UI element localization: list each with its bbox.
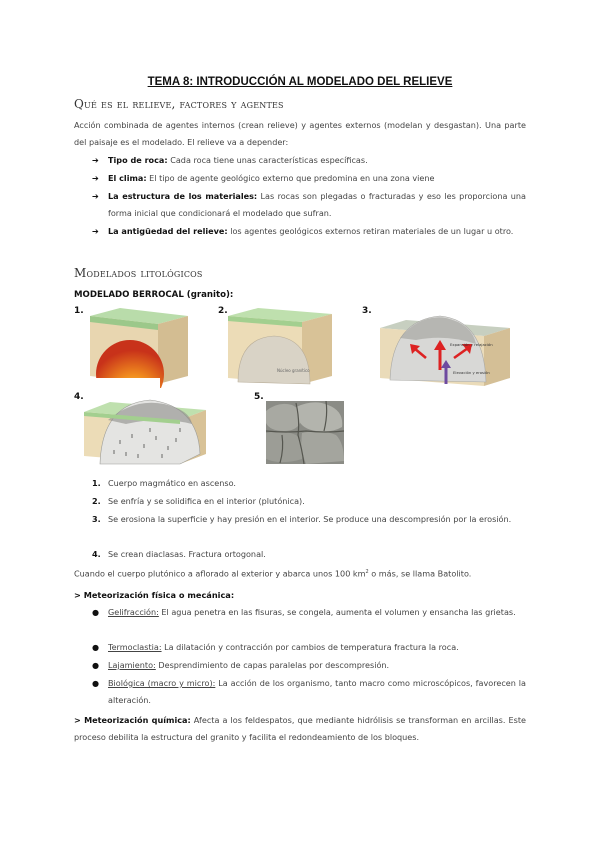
fisica-heading: > Meteorización física o mecánica: — [74, 590, 235, 600]
weathering-text: La acción de los organismo, tanto macro como microscópicos, favorecen la alteración. — [108, 678, 526, 705]
batolito-text-end: o más, se llama Batolito. — [368, 568, 472, 579]
factor-term: Tipo de roca: — [108, 155, 168, 165]
figure-pluton-solidified — [224, 306, 336, 388]
quimica-paragraph — [74, 712, 526, 746]
figure-caption: Núcleo granítico — [277, 368, 310, 373]
intro-paragraph: Acción combinada de agentes internos (crean relieve) y agentes externos (modelan y desgastan). Una parte del paisaje es el modelado. El relieve va a depender: — [74, 120, 526, 147]
factor-text: los agentes geológicos externos retiran materiales de un lugar u otro. — [227, 226, 514, 236]
factor-item — [92, 223, 526, 240]
section-heading-modelados: Modelados litológicos — [74, 266, 203, 280]
weathering-term: Gelifracción: — [108, 607, 159, 617]
factor-item — [92, 152, 526, 169]
arrow-icon: ➔ — [92, 173, 99, 183]
weathering-text: El agua penetra en las fisuras, se congela, aumenta el volumen y ensancha las grietas. — [158, 607, 516, 617]
figure-label: 3. — [362, 306, 372, 316]
factor-text: Las rocas son plegadas o fracturadas y eso les proporciona una forma inicial que condicionará el modelado que sufran. — [108, 191, 526, 218]
step-text: Se crean diaclasas. Fractura ortogonal. — [108, 549, 266, 559]
figure-label: 5. — [254, 392, 264, 402]
weathering-term: Biológica (macro y micro): — [108, 678, 216, 688]
bullet-dot-icon: ● — [92, 607, 100, 617]
arrow-icon: ➔ — [92, 191, 99, 201]
figure-label: 1. — [74, 306, 84, 316]
arrow-icon: ➔ — [92, 226, 99, 236]
quimica-text: Afecta a los feldespatos, que mediante hidrólisis se transforman en arcillas. Este proceso debilita la estructura del granito y facilita el redondeamiento de los bloques. — [74, 715, 527, 742]
subheading-berrocal: MODELADO BERROCAL (granito): — [74, 290, 234, 300]
figure-caption-bottom: Elevación y erosión — [453, 370, 490, 375]
figure-magma-ascent — [80, 306, 192, 388]
bullet-dot-icon: ● — [92, 660, 100, 670]
arrow-icon: ➔ — [92, 155, 99, 165]
factor-item — [92, 188, 526, 222]
weathering-term: Termoclastia: — [108, 642, 162, 652]
step-number: 3. — [92, 514, 101, 524]
weathering-item — [92, 675, 526, 709]
figure-label: 4. — [74, 392, 84, 402]
figure-label: 2. — [218, 306, 228, 316]
batolito-text: Cuando el cuerpo plutónico a aflorado al exterior y abarca unos 100 km — [74, 568, 366, 579]
step-item — [92, 493, 526, 510]
figure-erosion-decompression — [376, 308, 514, 388]
bullet-dot-icon: ● — [92, 642, 100, 652]
step-text: Se erosiona la superficie y hay presión en el interior. Se produce una descompresión por la erosión. — [108, 514, 512, 524]
weathering-item — [92, 639, 526, 656]
superscript-exponent: 2 — [365, 569, 369, 575]
step-item — [92, 546, 526, 563]
factor-term: La antigüedad del relieve: — [108, 226, 228, 236]
figure-granite-photo — [266, 401, 344, 464]
step-item — [92, 511, 526, 528]
section-heading-relieve: Qué es el relieve, factores y agentes — [74, 97, 284, 111]
weathering-text: La dilatación y contracción por cambios de temperatura fractura la roca. — [161, 642, 459, 652]
step-number: 1. — [92, 478, 101, 488]
step-item — [92, 475, 526, 492]
weathering-item — [92, 604, 526, 621]
step-text: Cuerpo magmático en ascenso. — [108, 478, 236, 488]
figure-caption-top: Expansión y relajación — [450, 342, 493, 347]
bullet-dot-icon: ● — [92, 678, 100, 688]
factor-text: El tipo de agente geológico externo que predomina en una zona viene — [146, 173, 435, 183]
weathering-text: Desprendimiento de capas paralelas por descompresión. — [155, 660, 390, 670]
weathering-item — [92, 657, 526, 674]
factor-item — [92, 170, 526, 187]
quimica-heading: > Meteorización química: — [74, 715, 191, 725]
step-number: 2. — [92, 496, 101, 506]
page-title: TEMA 8: INTRODUCCIÓN AL MODELADO DEL RELIEVE — [147, 76, 453, 88]
batolito-paragraph — [74, 564, 526, 583]
step-number: 4. — [92, 549, 101, 559]
weathering-term: Lajamiento: — [108, 660, 156, 670]
step-text: Se enfría y se solidifica en el interior (plutónica). — [108, 496, 305, 506]
figure-diaclasas — [80, 394, 210, 466]
factor-term: El clima: — [108, 173, 147, 183]
factor-term: La estructura de los materiales: — [108, 191, 258, 201]
factor-text: Cada roca tiene unas características específicas. — [167, 155, 368, 165]
